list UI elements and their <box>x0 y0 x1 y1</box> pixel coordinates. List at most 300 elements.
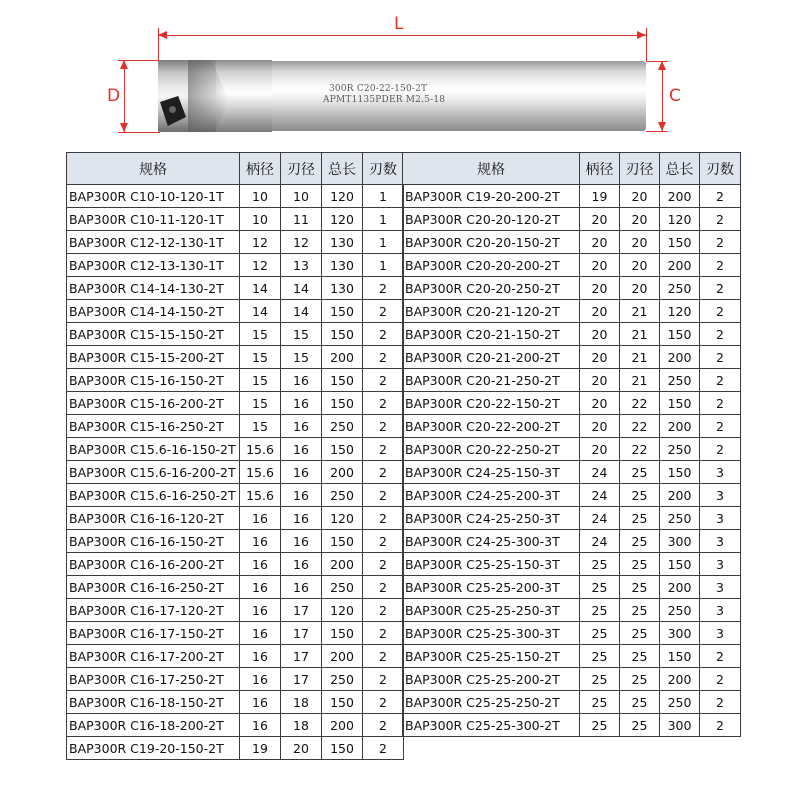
cell-total-length: 150 <box>660 323 700 346</box>
cell-flute-count: 2 <box>700 668 741 691</box>
table-row <box>403 346 741 369</box>
cell-cutter-diameter: 17 <box>281 668 322 691</box>
table-row <box>67 415 404 438</box>
cell-shank-diameter: 25 <box>580 645 620 668</box>
cell-total-length: 250 <box>322 415 363 438</box>
table-row <box>403 691 741 714</box>
cell-total-length: 150 <box>660 645 700 668</box>
cell-cutter-diameter: 25 <box>620 484 660 507</box>
cell-shank-diameter: 12 <box>240 254 281 277</box>
cell-cutter-diameter: 12 <box>281 231 322 254</box>
cell-flute-count: 2 <box>363 691 404 714</box>
cell-flute-count: 1 <box>363 254 404 277</box>
cell-spec: BAP300R C16-17-150-2T <box>67 622 240 645</box>
cell-shank-diameter: 16 <box>240 668 281 691</box>
table-row <box>67 254 404 277</box>
cell-spec: BAP300R C10-11-120-1T <box>67 208 240 231</box>
table-row <box>403 369 741 392</box>
table-row <box>403 415 741 438</box>
cell-shank-diameter: 16 <box>240 599 281 622</box>
cell-spec: BAP300R C12-12-130-1T <box>67 231 240 254</box>
cell-shank-diameter: 15 <box>240 323 281 346</box>
cell-shank-diameter: 20 <box>580 277 620 300</box>
cell-total-length: 150 <box>322 323 363 346</box>
header-cutter-diameter: 刃径 <box>281 153 322 185</box>
table-row <box>67 438 404 461</box>
cell-shank-diameter: 24 <box>580 461 620 484</box>
cell-spec: BAP300R C15-16-200-2T <box>67 392 240 415</box>
cell-total-length: 150 <box>322 691 363 714</box>
cell-total-length: 150 <box>322 737 363 760</box>
cell-flute-count: 3 <box>700 553 741 576</box>
length-label: L <box>394 14 404 34</box>
table-row <box>403 553 741 576</box>
cell-spec: BAP300R C15-16-150-2T <box>67 369 240 392</box>
cell-cutter-diameter: 15 <box>281 346 322 369</box>
cell-flute-count: 2 <box>363 714 404 737</box>
cell-flute-count: 2 <box>363 346 404 369</box>
cell-spec: BAP300R C16-16-150-2T <box>67 530 240 553</box>
header-total-length: 总长 <box>660 153 700 185</box>
cell-shank-diameter: 15 <box>240 369 281 392</box>
cell-spec: BAP300R C16-17-250-2T <box>67 668 240 691</box>
cell-flute-count: 2 <box>363 507 404 530</box>
cell-shank-diameter: 15.6 <box>240 484 281 507</box>
cell-spec: BAP300R C14-14-130-2T <box>67 277 240 300</box>
cell-spec: BAP300R C15.6-16-250-2T <box>67 484 240 507</box>
cell-total-length: 300 <box>660 530 700 553</box>
cell-total-length: 150 <box>322 369 363 392</box>
shank-diameter-extension-bottom <box>646 131 668 132</box>
cell-shank-diameter: 10 <box>240 185 281 208</box>
cell-flute-count: 2 <box>363 323 404 346</box>
cell-total-length: 120 <box>322 507 363 530</box>
cell-cutter-diameter: 25 <box>620 645 660 668</box>
cell-spec: BAP300R C20-20-200-2T <box>403 254 580 277</box>
cell-flute-count: 2 <box>363 300 404 323</box>
head-diameter-arrow-down <box>120 123 128 132</box>
cell-shank-diameter: 25 <box>580 691 620 714</box>
cell-cutter-diameter: 25 <box>620 576 660 599</box>
cell-spec: BAP300R C16-17-200-2T <box>67 645 240 668</box>
cell-flute-count: 3 <box>700 507 741 530</box>
cell-cutter-diameter: 20 <box>620 231 660 254</box>
table-row <box>403 645 741 668</box>
head-diameter-label: D <box>107 86 121 106</box>
table-row <box>67 323 404 346</box>
cell-spec: BAP300R C15-16-250-2T <box>67 415 240 438</box>
cell-spec: BAP300R C24-25-300-3T <box>403 530 580 553</box>
cell-shank-diameter: 25 <box>580 668 620 691</box>
cell-flute-count: 2 <box>363 484 404 507</box>
cell-flute-count: 1 <box>363 208 404 231</box>
cell-shank-diameter: 16 <box>240 622 281 645</box>
cell-shank-diameter: 20 <box>580 392 620 415</box>
cell-shank-diameter: 25 <box>580 622 620 645</box>
cell-total-length: 150 <box>322 438 363 461</box>
cell-flute-count: 2 <box>363 553 404 576</box>
cell-cutter-diameter: 16 <box>281 530 322 553</box>
cell-spec: BAP300R C19-20-150-2T <box>67 737 240 760</box>
length-arrow-right <box>637 31 646 39</box>
cell-shank-diameter: 16 <box>240 645 281 668</box>
cell-spec: BAP300R C15.6-16-200-2T <box>67 461 240 484</box>
cell-total-length: 250 <box>660 599 700 622</box>
cell-spec: BAP300R C20-21-200-2T <box>403 346 580 369</box>
table-row <box>403 185 741 208</box>
cell-shank-diameter: 24 <box>580 507 620 530</box>
cell-shank-diameter: 15.6 <box>240 438 281 461</box>
cell-shank-diameter: 16 <box>240 714 281 737</box>
cell-flute-count: 2 <box>700 208 741 231</box>
cell-total-length: 250 <box>660 438 700 461</box>
cell-cutter-diameter: 14 <box>281 300 322 323</box>
cell-total-length: 120 <box>322 599 363 622</box>
cell-cutter-diameter: 16 <box>281 576 322 599</box>
table-row <box>403 208 741 231</box>
table-row <box>403 576 741 599</box>
cell-shank-diameter: 16 <box>240 507 281 530</box>
cell-shank-diameter: 16 <box>240 691 281 714</box>
header-shank-diameter: 柄径 <box>240 153 281 185</box>
cell-total-length: 150 <box>660 461 700 484</box>
header-spec: 规格 <box>67 153 240 185</box>
tool-drawing <box>0 0 800 148</box>
cell-total-length: 200 <box>322 553 363 576</box>
cell-flute-count: 2 <box>700 346 741 369</box>
cell-total-length: 150 <box>322 300 363 323</box>
table-row <box>403 714 741 737</box>
cell-flute-count: 2 <box>700 323 741 346</box>
cell-cutter-diameter: 25 <box>620 553 660 576</box>
cell-total-length: 120 <box>322 185 363 208</box>
cell-shank-diameter: 14 <box>240 277 281 300</box>
cell-cutter-diameter: 20 <box>620 277 660 300</box>
header-total-length: 总长 <box>322 153 363 185</box>
cell-total-length: 300 <box>660 622 700 645</box>
cell-spec: BAP300R C16-16-200-2T <box>67 553 240 576</box>
cell-flute-count: 2 <box>363 622 404 645</box>
cell-cutter-diameter: 20 <box>281 737 322 760</box>
head-diameter-dimension-line <box>124 60 125 132</box>
cell-total-length: 250 <box>322 484 363 507</box>
cell-spec: BAP300R C24-25-250-3T <box>403 507 580 530</box>
table-row <box>67 507 404 530</box>
cell-spec: BAP300R C20-20-150-2T <box>403 231 580 254</box>
cell-cutter-diameter: 15 <box>281 323 322 346</box>
cell-shank-diameter: 25 <box>580 576 620 599</box>
cell-total-length: 250 <box>660 691 700 714</box>
table-row <box>403 323 741 346</box>
cell-cutter-diameter: 21 <box>620 346 660 369</box>
cell-flute-count: 2 <box>700 415 741 438</box>
cell-total-length: 150 <box>660 231 700 254</box>
cell-total-length: 300 <box>660 714 700 737</box>
header-flute-count: 刃数 <box>700 153 741 185</box>
cell-cutter-diameter: 25 <box>620 622 660 645</box>
table-row <box>67 185 404 208</box>
cell-total-length: 200 <box>322 346 363 369</box>
spec-table-left <box>66 152 404 760</box>
cell-flute-count: 2 <box>700 369 741 392</box>
cell-cutter-diameter: 10 <box>281 185 322 208</box>
table-row <box>403 530 741 553</box>
table-row <box>67 208 404 231</box>
cell-total-length: 120 <box>322 208 363 231</box>
table-row <box>67 346 404 369</box>
cell-shank-diameter: 16 <box>240 553 281 576</box>
cell-flute-count: 2 <box>363 668 404 691</box>
cell-total-length: 150 <box>660 392 700 415</box>
cell-shank-diameter: 19 <box>580 185 620 208</box>
cell-flute-count: 2 <box>700 254 741 277</box>
header-shank-diameter: 柄径 <box>580 153 620 185</box>
cell-flute-count: 3 <box>700 576 741 599</box>
table-row <box>67 645 404 668</box>
cell-flute-count: 2 <box>700 277 741 300</box>
cell-total-length: 200 <box>660 185 700 208</box>
cell-spec: BAP300R C16-18-150-2T <box>67 691 240 714</box>
cell-cutter-diameter: 16 <box>281 392 322 415</box>
cell-spec: BAP300R C20-22-200-2T <box>403 415 580 438</box>
table-row <box>403 622 741 645</box>
cell-shank-diameter: 20 <box>580 300 620 323</box>
cell-shank-diameter: 25 <box>580 553 620 576</box>
cell-flute-count: 2 <box>700 438 741 461</box>
cell-shank-diameter: 16 <box>240 530 281 553</box>
table-row <box>67 300 404 323</box>
cell-shank-diameter: 24 <box>580 530 620 553</box>
cell-flute-count: 2 <box>700 645 741 668</box>
cell-cutter-diameter: 16 <box>281 553 322 576</box>
cell-cutter-diameter: 20 <box>620 254 660 277</box>
cell-cutter-diameter: 20 <box>620 208 660 231</box>
cell-flute-count: 1 <box>363 231 404 254</box>
table-row <box>403 438 741 461</box>
spec-table-right <box>402 152 741 737</box>
cell-flute-count: 3 <box>700 599 741 622</box>
length-dimension-line <box>158 35 646 36</box>
cell-flute-count: 2 <box>363 530 404 553</box>
cell-flute-count: 2 <box>363 461 404 484</box>
cell-cutter-diameter: 20 <box>620 185 660 208</box>
cell-cutter-diameter: 21 <box>620 300 660 323</box>
cell-shank-diameter: 15 <box>240 415 281 438</box>
cell-flute-count: 2 <box>363 576 404 599</box>
head-diameter-arrow-up <box>120 60 128 69</box>
cell-total-length: 250 <box>660 507 700 530</box>
cell-shank-diameter: 24 <box>580 484 620 507</box>
cell-spec: BAP300R C25-25-150-3T <box>403 553 580 576</box>
table-row <box>67 369 404 392</box>
cell-spec: BAP300R C15.6-16-150-2T <box>67 438 240 461</box>
cell-total-length: 150 <box>322 622 363 645</box>
table-row <box>67 622 404 645</box>
cell-total-length: 200 <box>660 346 700 369</box>
cell-cutter-diameter: 16 <box>281 438 322 461</box>
cell-spec: BAP300R C15-15-200-2T <box>67 346 240 369</box>
cell-shank-diameter: 12 <box>240 231 281 254</box>
cell-shank-diameter: 15.6 <box>240 461 281 484</box>
cell-flute-count: 2 <box>700 691 741 714</box>
table-row <box>67 277 404 300</box>
cell-shank-diameter: 20 <box>580 208 620 231</box>
cell-total-length: 200 <box>660 254 700 277</box>
cell-cutter-diameter: 22 <box>620 392 660 415</box>
cell-cutter-diameter: 22 <box>620 415 660 438</box>
cell-shank-diameter: 20 <box>580 254 620 277</box>
shank-diameter-arrow-down <box>658 122 666 131</box>
cell-total-length: 150 <box>322 530 363 553</box>
cell-total-length: 130 <box>322 277 363 300</box>
cell-spec: BAP300R C16-16-120-2T <box>67 507 240 530</box>
table-row <box>403 668 741 691</box>
table-row <box>403 231 741 254</box>
cell-shank-diameter: 20 <box>580 415 620 438</box>
cell-shank-diameter: 20 <box>580 231 620 254</box>
cell-spec: BAP300R C10-10-120-1T <box>67 185 240 208</box>
cell-shank-diameter: 20 <box>580 369 620 392</box>
cell-spec: BAP300R C25-25-200-3T <box>403 576 580 599</box>
cell-flute-count: 2 <box>363 438 404 461</box>
cell-cutter-diameter: 21 <box>620 323 660 346</box>
cell-spec: BAP300R C12-13-130-1T <box>67 254 240 277</box>
cell-total-length: 150 <box>660 553 700 576</box>
cell-flute-count: 1 <box>363 185 404 208</box>
cell-total-length: 200 <box>660 668 700 691</box>
cell-flute-count: 2 <box>700 231 741 254</box>
length-arrow-left <box>158 31 167 39</box>
cell-cutter-diameter: 18 <box>281 714 322 737</box>
cell-cutter-diameter: 14 <box>281 277 322 300</box>
cell-flute-count: 2 <box>700 392 741 415</box>
head-diameter-extension-bottom <box>118 132 160 133</box>
insert-screw <box>169 106 176 113</box>
cell-cutter-diameter: 17 <box>281 599 322 622</box>
cell-shank-diameter: 20 <box>580 346 620 369</box>
table-row <box>67 668 404 691</box>
table-row <box>67 484 404 507</box>
cell-shank-diameter: 10 <box>240 208 281 231</box>
cell-flute-count: 3 <box>700 622 741 645</box>
cell-spec: BAP300R C16-16-250-2T <box>67 576 240 599</box>
shank-diameter-label: C <box>669 86 681 106</box>
cell-shank-diameter: 20 <box>580 438 620 461</box>
length-extension-left <box>158 28 159 62</box>
table-row <box>67 714 404 737</box>
cell-flute-count: 2 <box>363 737 404 760</box>
cell-spec: BAP300R C25-25-200-2T <box>403 668 580 691</box>
cell-shank-diameter: 19 <box>240 737 281 760</box>
cell-spec: BAP300R C20-21-250-2T <box>403 369 580 392</box>
engraving-model: 300R C20-22-150-2T <box>329 84 428 94</box>
table-row <box>403 277 741 300</box>
table-row <box>67 231 404 254</box>
cell-total-length: 250 <box>322 668 363 691</box>
header-spec: 规格 <box>403 153 580 185</box>
cell-flute-count: 2 <box>363 645 404 668</box>
cell-cutter-diameter: 18 <box>281 691 322 714</box>
cell-cutter-diameter: 25 <box>620 668 660 691</box>
cell-flute-count: 2 <box>363 599 404 622</box>
header-flute-count: 刃数 <box>363 153 404 185</box>
table-row <box>403 254 741 277</box>
engraving-insert: APMT1135PDER M2.5-18 <box>323 95 446 105</box>
cell-cutter-diameter: 21 <box>620 369 660 392</box>
cell-spec: BAP300R C16-18-200-2T <box>67 714 240 737</box>
table-row <box>403 461 741 484</box>
cell-cutter-diameter: 25 <box>620 691 660 714</box>
table-row <box>67 737 404 760</box>
cell-cutter-diameter: 25 <box>620 530 660 553</box>
cell-cutter-diameter: 16 <box>281 484 322 507</box>
cell-spec: BAP300R C25-25-150-2T <box>403 645 580 668</box>
cell-total-length: 200 <box>322 714 363 737</box>
cell-spec: BAP300R C20-21-150-2T <box>403 323 580 346</box>
cell-total-length: 200 <box>322 461 363 484</box>
cell-cutter-diameter: 16 <box>281 461 322 484</box>
cell-cutter-diameter: 25 <box>620 714 660 737</box>
cell-total-length: 200 <box>660 576 700 599</box>
cell-cutter-diameter: 16 <box>281 415 322 438</box>
cell-cutter-diameter: 25 <box>620 507 660 530</box>
cell-spec: BAP300R C24-25-150-3T <box>403 461 580 484</box>
cell-cutter-diameter: 13 <box>281 254 322 277</box>
table-row <box>403 484 741 507</box>
cell-spec: BAP300R C15-15-150-2T <box>67 323 240 346</box>
table-row <box>403 599 741 622</box>
cell-total-length: 150 <box>322 392 363 415</box>
table-row <box>403 507 741 530</box>
cell-flute-count: 3 <box>700 530 741 553</box>
cell-total-length: 200 <box>660 415 700 438</box>
cell-spec: BAP300R C16-17-120-2T <box>67 599 240 622</box>
cell-spec: BAP300R C14-14-150-2T <box>67 300 240 323</box>
cell-shank-diameter: 16 <box>240 576 281 599</box>
cell-spec: BAP300R C25-25-300-3T <box>403 622 580 645</box>
cell-total-length: 120 <box>660 208 700 231</box>
table-row <box>403 392 741 415</box>
cell-shank-diameter: 25 <box>580 599 620 622</box>
table-header-row <box>67 153 404 185</box>
cell-shank-diameter: 15 <box>240 346 281 369</box>
cell-total-length: 200 <box>660 484 700 507</box>
table-row <box>403 300 741 323</box>
cell-cutter-diameter: 25 <box>620 461 660 484</box>
cell-spec: BAP300R C19-20-200-2T <box>403 185 580 208</box>
cell-total-length: 130 <box>322 231 363 254</box>
cell-total-length: 250 <box>322 576 363 599</box>
cell-total-length: 130 <box>322 254 363 277</box>
table-row <box>67 691 404 714</box>
table-row <box>67 392 404 415</box>
cell-spec: BAP300R C20-22-250-2T <box>403 438 580 461</box>
cell-spec: BAP300R C24-25-200-3T <box>403 484 580 507</box>
cell-cutter-diameter: 17 <box>281 645 322 668</box>
cell-flute-count: 2 <box>363 369 404 392</box>
cell-spec: BAP300R C20-20-250-2T <box>403 277 580 300</box>
table-row <box>67 599 404 622</box>
cell-shank-diameter: 15 <box>240 392 281 415</box>
cell-flute-count: 3 <box>700 484 741 507</box>
cell-shank-diameter: 25 <box>580 714 620 737</box>
cell-cutter-diameter: 11 <box>281 208 322 231</box>
cell-spec: BAP300R C25-25-250-3T <box>403 599 580 622</box>
cell-total-length: 200 <box>322 645 363 668</box>
table-row <box>67 530 404 553</box>
cell-total-length: 250 <box>660 277 700 300</box>
cell-spec: BAP300R C25-25-300-2T <box>403 714 580 737</box>
